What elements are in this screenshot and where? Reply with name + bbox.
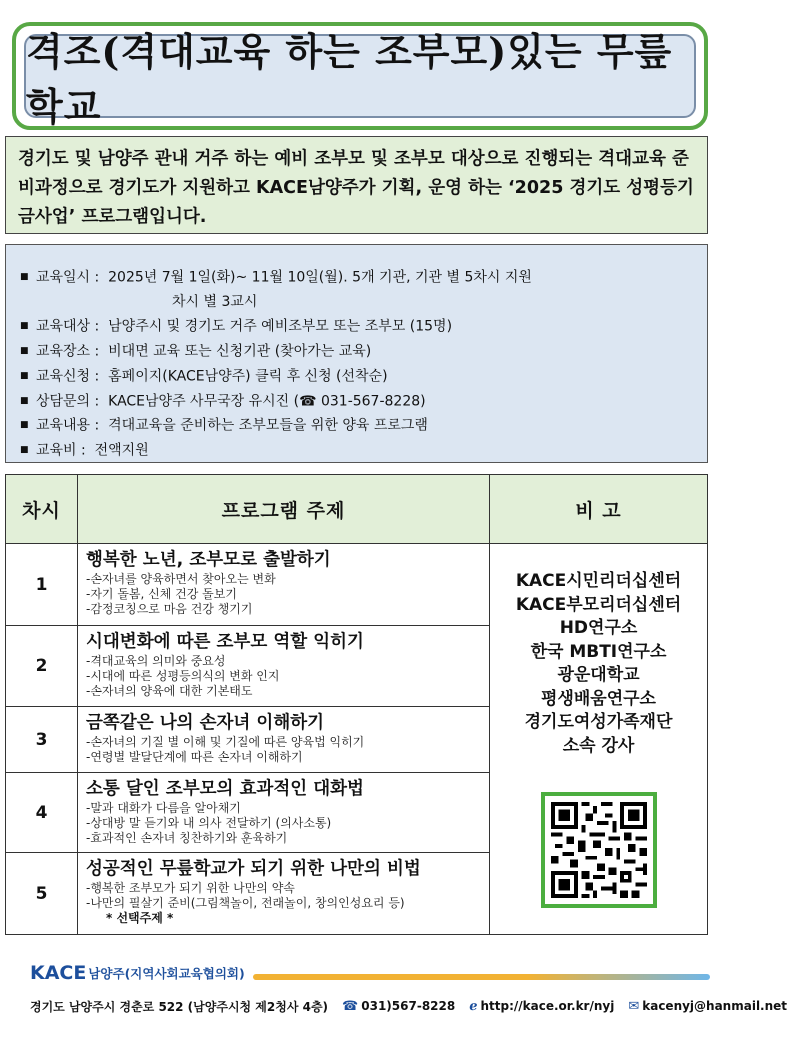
page-title: 격조(격대교육 하는 조부모)있는 무릎학교: [26, 29, 673, 129]
info-value: KACE남양주 사무국장 유시진 (☎ 031-567-8228): [108, 392, 426, 409]
topic-line: -손자녀의 양육에 대한 기본태도: [86, 684, 253, 698]
kace-logo: KACE: [30, 962, 87, 984]
header-topic: 프로그램 주제: [78, 475, 490, 544]
topic-cell: [78, 773, 490, 853]
info-label: 교육신청 :: [35, 368, 100, 384]
note-line: 소속 강사: [562, 735, 635, 756]
info-apply: [20, 364, 695, 389]
note-line: 한국 MBTI연구소: [530, 641, 667, 662]
topic-line: -연령별 발달단계에 따른 손자녀 이해하기: [86, 750, 303, 764]
info-label: 교육일시 :: [35, 269, 100, 286]
info-value: 남양주시 및 경기도 거주 예비조부모 또는 조부모 (15명): [108, 318, 453, 335]
web-link[interactable]: [469, 999, 614, 1014]
info-schedule: [20, 265, 695, 290]
note-line: HD연구소: [559, 618, 638, 638]
topic-title: 소통 달인 조부모의 효과적인 대화법: [86, 779, 364, 799]
topic-cell: [78, 544, 490, 626]
info-label: 교육장소 :: [35, 343, 100, 360]
footer: [30, 962, 787, 1032]
topic-line: -말과 대화가 다름을 알아채기: [86, 801, 241, 815]
topic-line: -시대에 따른 성평등의식의 변화 인지: [86, 669, 280, 683]
note-line: KACE시민리더십센터: [515, 571, 682, 591]
topic-title: 시대변화에 따른 조부모 역할 익히기: [86, 632, 364, 652]
topic-title: 금쪽같은 나의 손자녀 이해하기: [86, 713, 325, 733]
footer-email[interactable]: kacenyj@hanmail.net: [642, 999, 787, 1013]
bullet-icon: ■: [20, 321, 29, 332]
info-label: 교육비 :: [35, 442, 86, 459]
topic-cell: [78, 853, 490, 935]
footer-address: 경기도 남양주시 경춘로 522 (남양주시청 제2청사 4층): [30, 1000, 329, 1014]
table-row: [6, 544, 708, 626]
session-number: 5: [6, 853, 78, 935]
info-label: 교육내용 :: [35, 417, 100, 434]
session-number: 2: [6, 626, 78, 707]
topic-line: -상대방 말 듣기와 내 의사 전달하기 (의사소통): [86, 816, 332, 830]
title-frame: [12, 22, 708, 130]
bullet-icon: ■: [20, 346, 29, 356]
footer-contact-row: [30, 998, 787, 1015]
note-line: 광운대학교: [557, 665, 640, 685]
info-contact: [20, 389, 695, 414]
note-line: 경기도여성가족재단: [524, 712, 673, 732]
topic-line: -나만의 필살기 준비(그림책놀이, 전래놀이, 창의인성요리 등): [86, 896, 405, 910]
info-label: 상담문의 :: [35, 392, 100, 409]
info-value: 홈페이지(KACE남양주) 클릭 후 신청 (선착순): [108, 368, 388, 384]
bullet-icon: ■: [20, 395, 29, 406]
footer-logo-row: [30, 962, 710, 984]
topic-cell: [78, 626, 490, 707]
note-line: KACE부모리더십센터: [515, 594, 682, 615]
info-value: 비대면 교육 또는 신청기관 (찾아가는 교육): [108, 343, 372, 360]
bullet-icon: ■: [20, 370, 29, 381]
header-note: 비 고: [490, 475, 708, 544]
info-target: [20, 314, 695, 339]
kace-logo-sub: 남양주(지역사회교육협의회): [88, 966, 245, 981]
qr-code[interactable]: [541, 792, 657, 908]
topic-line: -손자녀의 기질 별 이해 및 기질에 따른 양육법 익히기: [86, 735, 365, 749]
bullet-icon: ■: [20, 420, 29, 431]
header-session: 차시: [6, 475, 78, 544]
note-cell: [490, 544, 708, 935]
bullet-icon: ■: [20, 445, 29, 455]
mail-icon: ✉: [628, 999, 640, 1014]
info-schedule-cont: 차시 별 3교시: [172, 293, 258, 310]
session-number: 3: [6, 707, 78, 773]
bullet-icon: ■: [20, 272, 29, 282]
topic-cell: [78, 707, 490, 773]
session-number: 4: [6, 773, 78, 853]
topic-line: -손자녀를 양육하면서 찾아오는 변화: [86, 572, 276, 586]
session-number: 1: [6, 544, 78, 626]
table-header-row: [6, 475, 708, 544]
info-value: 2025년 7월 1일(화)~ 11월 10일(월). 5개 기관, 기관 별 5차시 지원: [108, 269, 532, 286]
phone-icon: ☎: [342, 999, 359, 1014]
phone-group: [342, 999, 455, 1014]
footer-website[interactable]: http://kace.or.kr/nyj: [480, 999, 615, 1013]
info-fee: [20, 438, 695, 463]
info-content: [20, 413, 695, 438]
topic-line: -격대교육의 의미와 중요성: [86, 654, 226, 668]
topic-line: -효과적인 손자녀 칭찬하기와 훈육하기: [86, 831, 288, 845]
topic-line: -행복한 조부모가 되기 위한 나만의 약속: [86, 881, 295, 895]
topic-line: -자기 돌봄, 신체 건강 돌보기: [86, 587, 237, 601]
intro-text: 경기도 및 남양주 관내 거주 하는 예비 조부모 및 조부모 대상으로 진행되는 격대교육 준비과정으로 경기도가 지원하고 KACE남양주가 기획, 운영 하는 ‘2025 경기도 성평등기금사업’ 프로그램입니다.: [5, 136, 708, 234]
info-value: 전액지원: [94, 442, 149, 459]
note-line: 평생배움연구소: [541, 688, 656, 709]
title-panel: [24, 29, 696, 129]
topic-line: -감정코칭으로 마음 건강 챙기기: [86, 602, 253, 616]
program-table: [5, 474, 708, 935]
info-label: 교육대상 :: [35, 318, 100, 335]
info-place: [20, 339, 695, 364]
topic-title: 성공적인 무릎학교가 되기 위한 나만의 비법: [86, 859, 421, 879]
topic-note: * 선택주제 *: [106, 911, 174, 925]
web-icon: ℯ: [469, 999, 478, 1014]
mail-link[interactable]: [628, 999, 787, 1014]
info-value: 격대교육을 준비하는 조부모들을 위한 양육 프로그램: [108, 417, 428, 434]
topic-title: 행복한 노년, 조부모로 출발하기: [86, 550, 331, 570]
footer-phone: 031)567-8228: [361, 999, 456, 1013]
info-box: [5, 244, 708, 463]
logo-stripe: [253, 974, 710, 980]
